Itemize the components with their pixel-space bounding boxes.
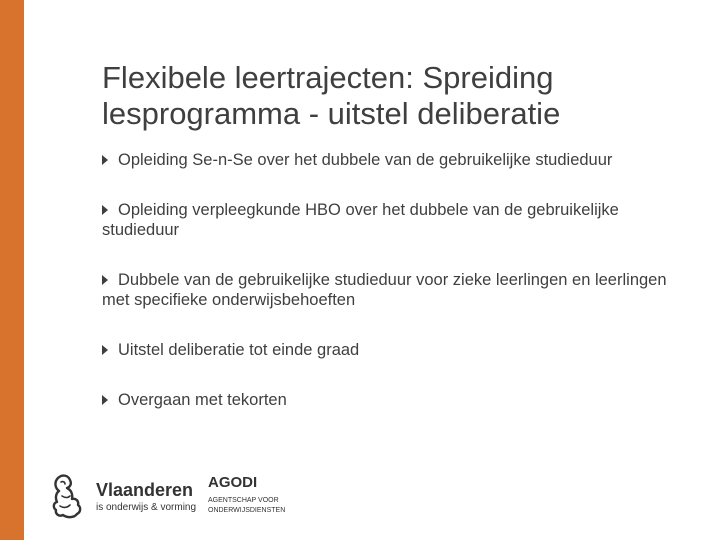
footer-logos bbox=[48, 466, 298, 526]
agodi-logo-title: AGODI bbox=[208, 474, 258, 491]
accent-bar bbox=[0, 0, 24, 540]
bullet-item bbox=[102, 390, 692, 410]
bullet-item bbox=[102, 200, 692, 240]
bullet-text: Opleiding Se-n-Se over het dubbele van de gebruikelijke studieduur bbox=[118, 151, 613, 169]
flemish-lion-icon bbox=[48, 472, 88, 520]
bullet-item bbox=[102, 340, 692, 360]
bullet-text: Overgaan met tekorten bbox=[118, 391, 287, 409]
slide-title: Flexibele leertrajecten: Spreiding lesprogramma - uitstel deliberatie bbox=[102, 60, 561, 131]
bullet-arrow-icon bbox=[102, 205, 108, 215]
bullet-arrow-icon bbox=[102, 275, 108, 285]
bullet-text: Opleiding verpleegkunde HBO over het dubbele van de gebruikelijke studieduur bbox=[102, 201, 619, 239]
bullet-arrow-icon bbox=[102, 345, 108, 355]
bullet-text: Uitstel deliberatie tot einde graad bbox=[118, 341, 360, 359]
bullet-item bbox=[102, 150, 692, 170]
vlaanderen-logo-title: Vlaanderen bbox=[96, 480, 194, 500]
agodi-logo-subtitle: AGENTSCHAP VOOR ONDERWIJSDIENSTEN bbox=[208, 497, 286, 514]
bullet-list bbox=[102, 150, 692, 410]
bullet-arrow-icon bbox=[102, 155, 108, 165]
bullet-text: Dubbele van de gebruikelijke studieduur voor zieke leerlingen en leerlingen met specifieke onderwijsbehoeften bbox=[102, 271, 667, 309]
bullet-item bbox=[102, 270, 692, 310]
vlaanderen-logo-subtitle: is onderwijs & vorming bbox=[96, 502, 197, 513]
bullet-arrow-icon bbox=[102, 395, 108, 405]
